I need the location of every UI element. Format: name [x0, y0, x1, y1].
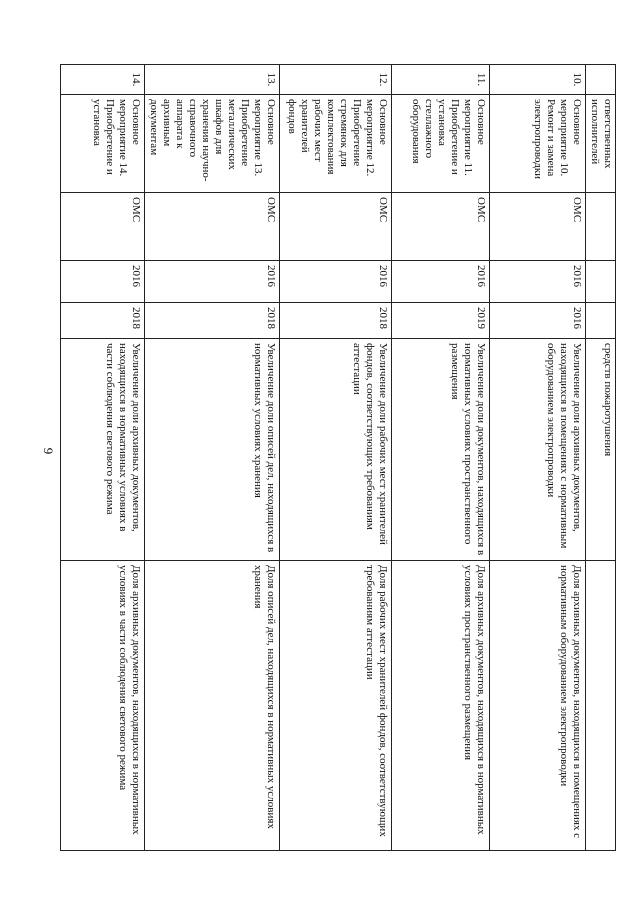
carry-cell-num	[586, 65, 616, 95]
rotated-table-container	[80, 64, 616, 850]
start-year-cell: 2016	[280, 261, 392, 303]
table-row	[490, 65, 586, 851]
carry-cell-start	[586, 261, 616, 303]
carry-cell-end	[586, 303, 616, 339]
executor-cell: ОМС	[61, 193, 145, 261]
executor-cell: ОМС	[490, 193, 586, 261]
indicator-cell: Доля архивных документов, находящихся в нормативных условиях пространственного размещения	[392, 561, 490, 851]
carry-over-row	[586, 65, 616, 851]
carry-cell-result: средств пожаротушения	[586, 339, 616, 561]
end-year-cell: 2016	[490, 303, 586, 339]
measure-cell: Основное мероприятие 14. Приобретение и установка	[61, 95, 145, 193]
table-row	[392, 65, 490, 851]
start-year-cell: 2016	[392, 261, 490, 303]
row-number: 10.	[490, 65, 586, 95]
result-cell: Увеличение доли описей дел, находящихся в нормативных условиях хранения	[145, 339, 280, 561]
end-year-cell: 2018	[145, 303, 280, 339]
carry-cell-measure: ответственных исполнителей	[586, 95, 616, 193]
start-year-cell: 2016	[61, 261, 145, 303]
table-row	[280, 65, 392, 851]
indicator-cell: Доля архивных документов, находящихся в помещениях с нормативным оборудованием электропроводки	[490, 561, 586, 851]
indicator-cell: Доля архивных документов, находящихся в нормативных условиях в части соблюдения светового режима	[61, 561, 145, 851]
end-year-cell: 2018	[280, 303, 392, 339]
measure-cell: Основное мероприятие 13. Приобретение металлических шкафов для хранения научно-справочного аппарата к архивным документам	[145, 95, 280, 193]
measure-cell: Основное мероприятие 12. Приобретение стремянок для комплектования рабочих мест хранителей фондов	[280, 95, 392, 193]
result-cell: Увеличение доли документов, находящихся в нормативных условиях пространственного размещения	[392, 339, 490, 561]
row-number: 12.	[280, 65, 392, 95]
result-cell: Увеличение доли архивных документов, находящихся в нормативных условиях в части соблюдения светового режима	[61, 339, 145, 561]
executor-cell: ОМС	[280, 193, 392, 261]
carry-cell-indicator	[586, 561, 616, 851]
program-measures-table	[60, 64, 616, 851]
table-row	[61, 65, 145, 851]
end-year-cell: 2019	[392, 303, 490, 339]
carry-cell-executor	[586, 193, 616, 261]
row-number: 13.	[145, 65, 280, 95]
measure-cell: Основное мероприятие 10. Ремонт и замена электропроводки	[490, 95, 586, 193]
executor-cell: ОМС	[392, 193, 490, 261]
indicator-cell: Доля описей дел, находящихся в нормативных условиях хранения	[145, 561, 280, 851]
end-year-cell: 2018	[61, 303, 145, 339]
result-cell: Увеличение доли рабочих мест хранителей фондов, соответствующих требованиям аттестации	[280, 339, 392, 561]
measure-cell: Основное мероприятие 11. Приобретение и установка стеллажного оборудования	[392, 95, 490, 193]
start-year-cell: 2016	[145, 261, 280, 303]
executor-cell: ОМС	[145, 193, 280, 261]
start-year-cell: 2016	[490, 261, 586, 303]
result-cell: Увеличение доли архивных документов, находящихся в помещениях с нормативным оборудованием электропроводки	[490, 339, 586, 561]
row-number: 11.	[392, 65, 490, 95]
table-row	[145, 65, 280, 851]
page-number: 9	[41, 447, 56, 455]
indicator-cell: Доля рабочих мест хранителей фондов, соответствующих требованиям аттестации	[280, 561, 392, 851]
row-number: 14.	[61, 65, 145, 95]
